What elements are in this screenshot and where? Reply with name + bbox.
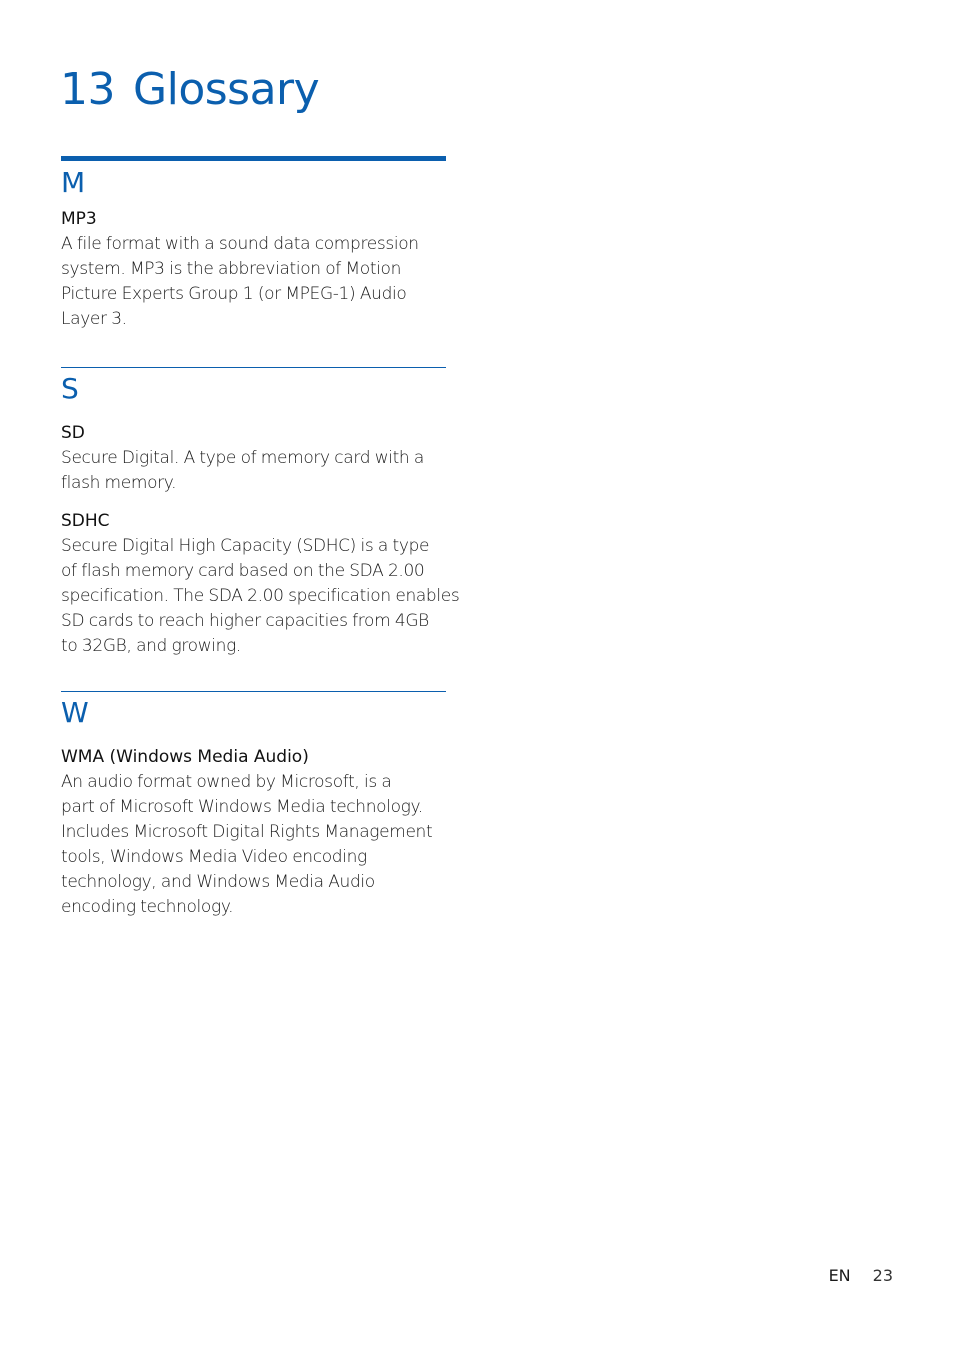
- page-title: [60, 64, 319, 115]
- definition-line: Secure Digital High Capacity (SDHC) is a type: [61, 536, 430, 556]
- glossary-section-w: [61, 691, 446, 920]
- chapter-title: Glossary: [133, 64, 320, 115]
- language-code: EN: [828, 1266, 851, 1285]
- entry-term: WMA (Windows Media Audio): [61, 747, 309, 767]
- entry-definition: [61, 446, 446, 496]
- definition-line: specification. The SDA 2.00 specification enables: [61, 586, 460, 606]
- definition-line: tools, Windows Media Video encoding: [61, 847, 367, 867]
- definition-line: of flash memory card based on the SDA 2.00: [61, 561, 425, 581]
- entry-term: MP3: [61, 209, 97, 229]
- glossary-entry-sdhc: [61, 509, 460, 659]
- definition-line: encoding technology.: [61, 897, 234, 917]
- section-letter: M: [61, 166, 86, 199]
- definition-line: Includes Microsoft Digital Rights Management: [61, 822, 433, 842]
- glossary-section-m: [61, 156, 446, 332]
- section-divider: [61, 156, 446, 161]
- definition-line: system. MP3 is the abbreviation of Motion: [61, 259, 402, 279]
- entry-definition: [61, 770, 446, 920]
- chapter-number: 13: [60, 64, 115, 115]
- glossary-entry-mp3: [61, 207, 446, 332]
- glossary-entry-wma: [61, 745, 446, 920]
- definition-line: to 32GB, and growing.: [61, 636, 241, 656]
- entry-definition: [61, 232, 446, 332]
- definition-line: An audio format owned by Microsoft, is a: [61, 772, 392, 792]
- glossary-entry-sd: [61, 421, 446, 496]
- page-footer: [829, 1266, 893, 1285]
- definition-line: Layer 3.: [61, 309, 127, 329]
- page-number: 23: [872, 1266, 893, 1285]
- section-divider: [61, 691, 446, 692]
- entry-definition: [61, 534, 460, 659]
- section-divider: [61, 367, 446, 368]
- entry-term: SD: [61, 423, 85, 443]
- definition-line: A file format with a sound data compression: [61, 234, 419, 254]
- glossary-section-s: [61, 367, 460, 659]
- definition-line: part of Microsoft Windows Media technology.: [61, 797, 423, 817]
- section-letter: W: [61, 696, 89, 729]
- definition-line: Picture Experts Group 1 (or MPEG-1) Audio: [61, 284, 407, 304]
- definition-line: technology, and Windows Media Audio: [61, 872, 375, 892]
- definition-line: flash memory.: [61, 473, 177, 493]
- definition-line: SD cards to reach higher capacities from 4GB: [61, 611, 429, 631]
- entry-term: SDHC: [61, 511, 110, 531]
- definition-line: Secure Digital. A type of memory card with a: [61, 448, 424, 468]
- section-letter: S: [61, 372, 79, 405]
